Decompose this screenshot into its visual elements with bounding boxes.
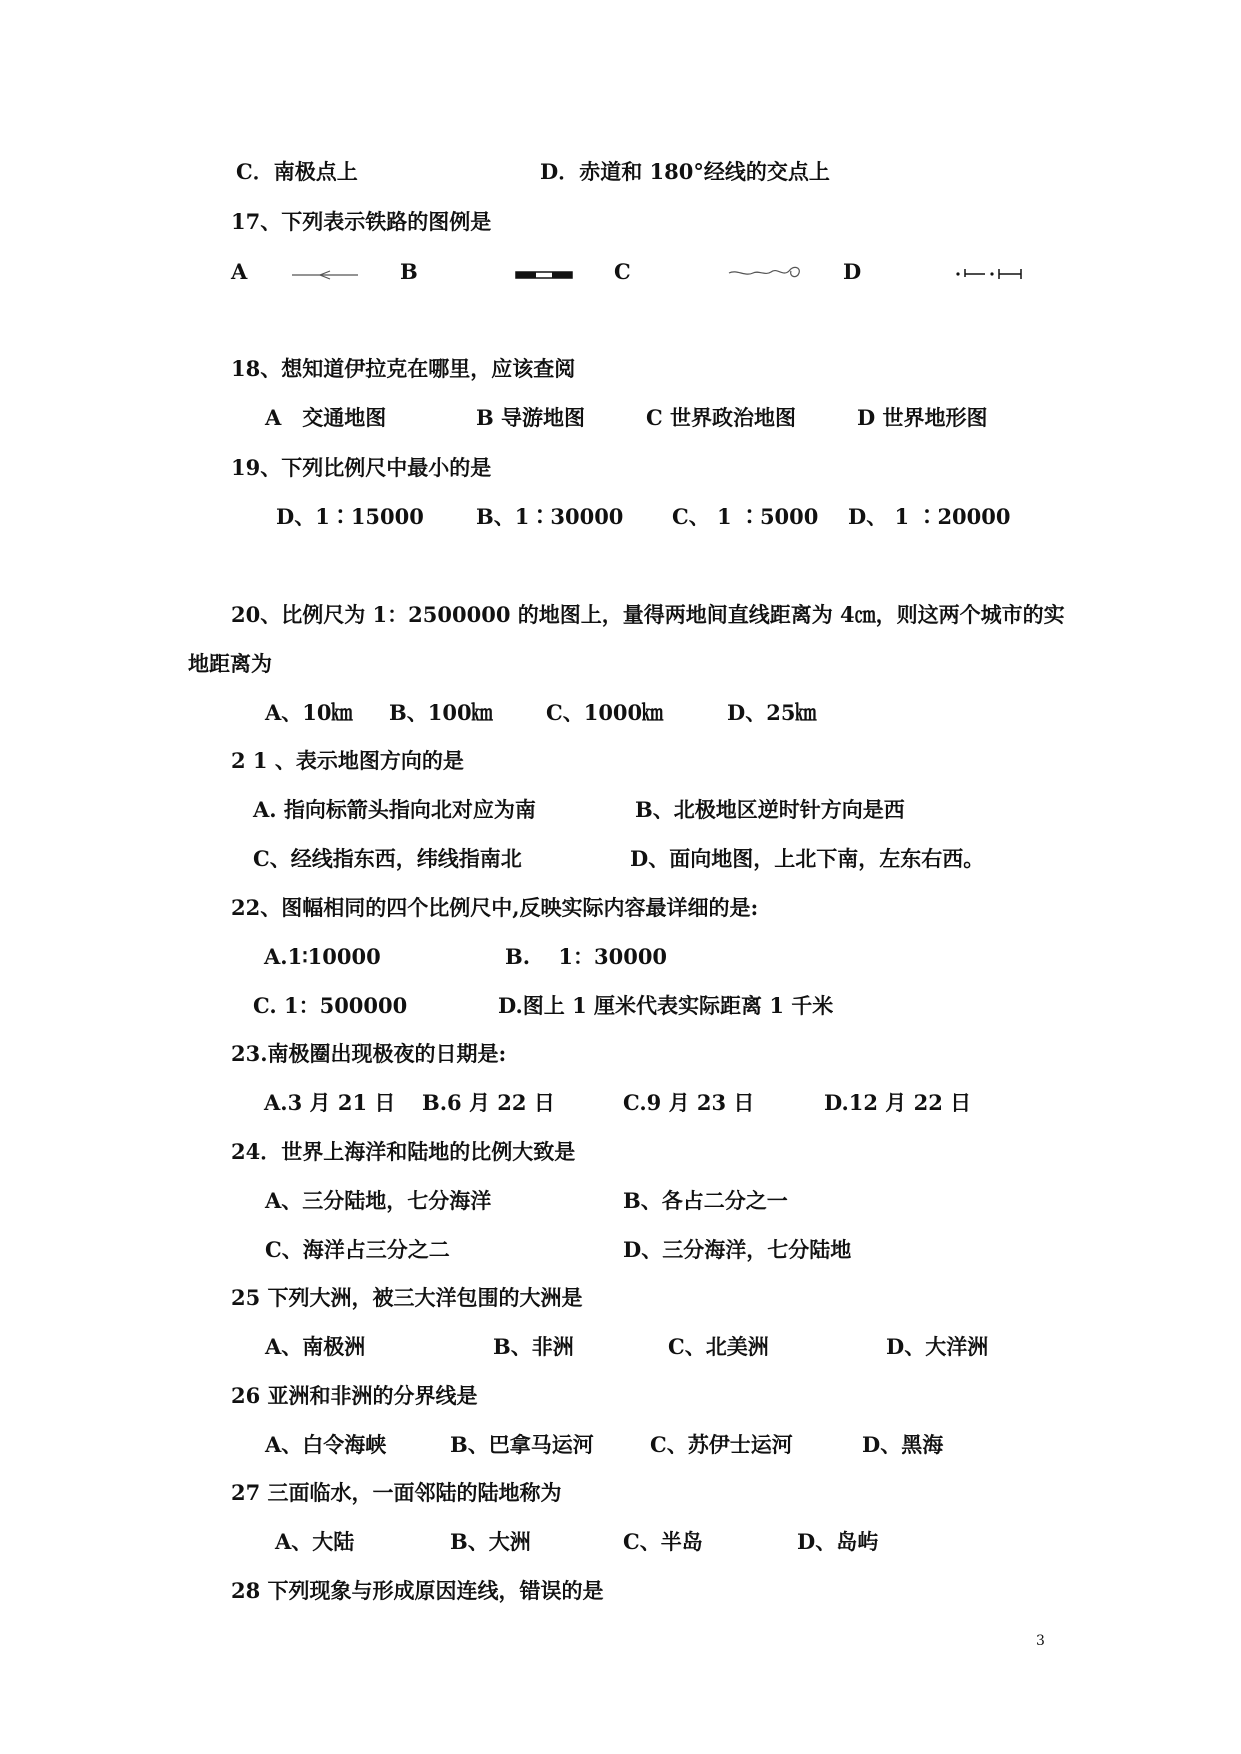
- q20-stem-line1: 20、比例尺为 1：2500000 的地图上，量得两地间直线距离为 4㎝，则这两个城市的实: [231, 602, 1065, 627]
- q23-option-a: A.3 月 21 日: [264, 1090, 396, 1115]
- q20-option-c: C、1000㎞: [546, 700, 664, 725]
- q17-label-c: C: [614, 259, 631, 284]
- q25-option-a: A、南极洲: [265, 1334, 366, 1359]
- q23-option-c: C.9 月 23 日: [623, 1090, 755, 1115]
- q28-stem: 28 下列现象与形成原因连线，错误的是: [231, 1578, 604, 1603]
- q20-option-a: A、10㎞: [265, 700, 353, 725]
- q25-option-b: B、非洲: [493, 1334, 574, 1359]
- q22-stem: 22、图幅相同的四个比例尺中,反映实际内容最详细的是:: [231, 895, 759, 920]
- q19-option-4: D、 1 ∶20000: [848, 504, 1011, 529]
- q21-option-d: D、面向地图，上北下南，左东右西。: [630, 846, 985, 871]
- q26-option-a: A、白令海峡: [265, 1432, 387, 1457]
- q17-stem: 17、下列表示铁路的图例是: [231, 209, 492, 234]
- q21-option-b: B、北极地区逆时针方向是西: [635, 797, 905, 822]
- q17-label-a: A: [231, 259, 248, 284]
- q19-option-1: D、1∶15000: [276, 504, 424, 529]
- q21-option-a: A. 指向标箭头指向北对应为南: [253, 797, 536, 822]
- q21-stem: 2 1 、表示地图方向的是: [231, 748, 464, 773]
- q26-option-c: C、苏伊士运河: [650, 1432, 793, 1457]
- q26-stem: 26 亚洲和非洲的分界线是: [231, 1383, 478, 1408]
- q27-option-d: D、岛屿: [797, 1529, 879, 1554]
- q22-option-a: A.1∶10000: [264, 944, 381, 969]
- q26-option-d: D、黑海: [862, 1432, 944, 1457]
- q23-option-b: B.6 月 22 日: [422, 1090, 555, 1115]
- q16-option-c: C．南极点上: [236, 159, 358, 184]
- q23-option-d: D.12 月 22 日: [824, 1090, 972, 1115]
- q26-option-b: B、巴拿马运河: [450, 1432, 594, 1457]
- q19-option-3: C、 1 ∶5000: [672, 504, 819, 529]
- q25-stem: 25 下列大洲，被三大洋包围的大洲是: [231, 1285, 583, 1310]
- q16-option-d: D．赤道和 180°经线的交点上: [540, 159, 830, 184]
- railway-bar-icon: [515, 269, 573, 281]
- q19-option-2: B、1∶30000: [476, 504, 624, 529]
- q18-option-c: C 世界政治地图: [646, 405, 797, 430]
- q20-option-b: B、100㎞: [389, 700, 493, 725]
- q27-stem: 27 三面临水，一面邻陆的陆地称为: [231, 1480, 562, 1505]
- q27-option-a: A、大陆: [275, 1529, 355, 1554]
- q24-option-b: B、各占二分之一: [623, 1188, 788, 1213]
- wavy-line-icon: [727, 259, 805, 285]
- q20-option-d: D、25㎞: [727, 700, 817, 725]
- q19-stem: 19、下列比例尺中最小的是: [231, 455, 492, 480]
- q17-label-b: B: [400, 259, 418, 284]
- q18-stem: 18、想知道伊拉克在哪里，应该查阅: [231, 356, 576, 381]
- q22-option-c: C. 1：500000: [253, 993, 408, 1018]
- q17-label-d: D: [843, 259, 862, 284]
- q22-option-b: B. 1：30000: [505, 944, 668, 969]
- q27-option-b: B、大洲: [450, 1529, 531, 1554]
- q18-option-d: D 世界地形图: [857, 405, 988, 430]
- q24-stem: 24．世界上海洋和陆地的比例大致是: [231, 1139, 576, 1164]
- q24-option-a: A、三分陆地，七分海洋: [265, 1188, 492, 1213]
- q25-option-c: C、北美洲: [668, 1334, 769, 1359]
- q18-option-b: B 导游地图: [476, 405, 586, 430]
- q22-option-d: D.图上 1 厘米代表实际距离 1 千米: [498, 993, 834, 1018]
- q21-option-c: C、经线指东西，纬线指南北: [253, 846, 522, 871]
- dash-dot-boundary-icon: [955, 265, 1025, 281]
- q24-option-d: D、三分海洋，七分陆地: [623, 1237, 852, 1262]
- arrow-line-icon: [290, 267, 360, 283]
- q27-option-c: C、半岛: [623, 1529, 703, 1554]
- q24-option-c: C、海洋占三分之二: [265, 1237, 450, 1262]
- q18-option-a: A 交通地图: [265, 405, 387, 430]
- q25-option-d: D、大洋洲: [886, 1334, 989, 1359]
- page-number: 3: [1036, 1633, 1045, 1649]
- q20-stem-line2: 地距离为: [188, 651, 272, 676]
- q23-stem: 23.南极圈出现极夜的日期是:: [231, 1041, 507, 1066]
